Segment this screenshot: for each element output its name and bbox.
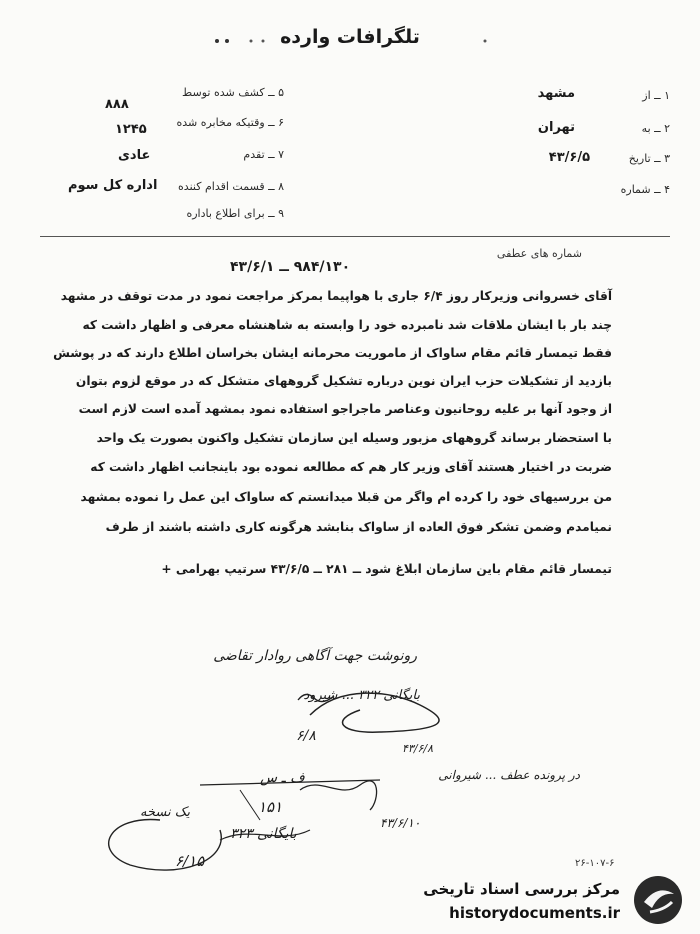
field-to-value: تهران (537, 120, 575, 135)
watermark-url: historydocuments.ir (449, 904, 620, 922)
field-decoded-by-label: ۵ ــ کشف شده توسط (182, 86, 284, 99)
handwritten-note-code: ف ـ س (260, 770, 305, 786)
handwritten-date: ۶/۸ (296, 728, 316, 744)
signature-initials (296, 690, 336, 704)
field-from-label: ۱ ــ از (642, 89, 670, 102)
field-transmitted-label: ۶ ــ وقتیکه مخابره شده (176, 116, 284, 129)
header-divider (40, 236, 670, 237)
handwritten-note-routing: رونوشت جهت آگاهی روادار تقاضی (213, 648, 417, 664)
body-line: فقط تیمسار قائم مقام ساواک از ماموریت محرمانه ایشان بخراسان اطلاع دارند که در پوشش (53, 346, 612, 360)
body-line: نمیامدم وضمن تشکر فوق العاده از ساواک بنابشد هرگونه کاری داشته باشند از طرف (105, 520, 612, 534)
field-transmitted-value: ۱۲۴۵ (115, 122, 147, 137)
document-code: ۲۶-۱۰۷-۶ (575, 858, 615, 869)
handwritten-note-file: در پرونده عطف ... شیروانی (438, 768, 580, 782)
field-from-value: مشهد (537, 86, 575, 101)
field-priority-value: عادی (118, 148, 151, 163)
handwritten-note-archive-2: بایگانی ۳۲۳ (230, 826, 297, 842)
body-line: ضربت در اختیار هستند آقای وزیر کار هم که مطالعه نموده بود باینجانب اظهار داشت که (90, 460, 612, 474)
field-priority-label: ۷ ــ تقدم (243, 148, 284, 161)
field-date-value: ۴۳/۶/۵ (548, 150, 590, 165)
handwritten-scribbles (70, 770, 390, 890)
reference-label: شماره های عطفی (496, 247, 582, 260)
field-info-dept-label: ۹ ــ برای اطلاع باداره (186, 207, 284, 220)
field-action-dept-label: ۸ ــ قسمت اقدام کننده (178, 180, 284, 193)
signature-scribble (300, 680, 460, 740)
archive-logo-icon (630, 872, 690, 928)
body-line: با استحضار برساند گروههای مزبور وسیله این سازمان تشکیل واکنون بصورت یک واحد (96, 431, 612, 445)
body-line: بازدید از تشکیلات حزب ایران نوین درباره تشکیل گروههای متشکل که در موقع لزوم بتوان (75, 374, 612, 388)
handwritten-note-copy: یک نسخه (140, 805, 190, 820)
field-number-label: ۴ ــ شماره (620, 183, 670, 196)
body-line: تیمسار قائم مقام باین سازمان ابلاغ شود ــ ۲۸۱ ــ ۴۳/۶/۵ سرتیپ بهرامی + (161, 562, 612, 576)
body-line: آقای خسروانی وزیرکار روز ۶/۴ جاری با هواپیما بمرکز مراجعت نمود در مدت توقف در مشهد (60, 289, 612, 303)
handwritten-signature-date: ۴۳/۶/۸ (402, 742, 434, 755)
watermark-name: مرکز بررسی اسناد تاریخی (423, 880, 620, 898)
body-line: چند بار با ایشان ملاقات شد نامبرده خود را وابسته به شاهنشاه معرفی و اظهار داشت که (82, 318, 612, 332)
handwritten-note-archive: بایگانی ۳۲۲ ... شیرود (303, 688, 420, 703)
reference-number: ۹۸۴/۱۳۰ ــ ۴۳/۶/۱ (230, 259, 351, 275)
body-line: از وجود آنها بر علیه روحانیون وعناصر ماجراجو استفاده نمود بمشهد آمده است لازم است (78, 402, 612, 416)
handwritten-note-number: ۱۵۱ (258, 798, 283, 816)
field-to-label: ۲ ــ به (641, 122, 670, 135)
field-date-label: ۳ ــ تاریخ (628, 152, 670, 165)
field-action-dept-value: اداره کل سوم (68, 178, 158, 193)
body-line: من بررسیهای خود را کرده ام واگر من قبلا میدانستم که ساواک این عمل را نموده بمشهد (80, 490, 612, 504)
handwritten-note-date-2: ۶/۱۵ (175, 852, 205, 870)
handwritten-note-date: ۴۳/۶/۱۰ (380, 816, 421, 830)
document-title: تلگرافات وارده (280, 26, 420, 48)
field-decoded-by-value: ۸۸۸ (105, 97, 129, 112)
